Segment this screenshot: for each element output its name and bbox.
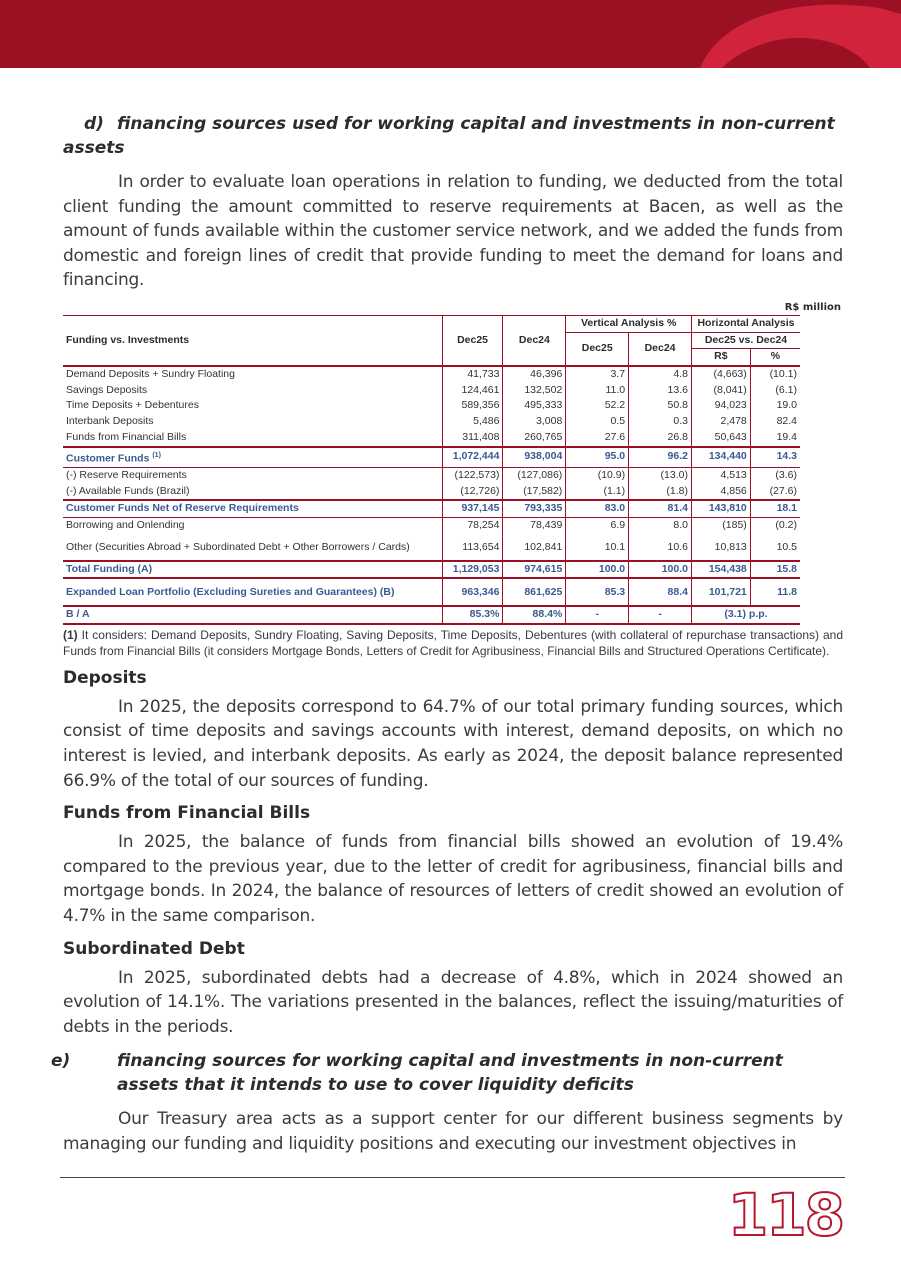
table-head-va-dec25: Dec25 bbox=[566, 332, 629, 366]
section-e-paragraph: Our Treasury area acts as a support center for our different business segments by managing our funding and liquidity positions and executing our investment objectives in bbox=[63, 1109, 843, 1154]
financial-bills-heading: Funds from Financial Bills bbox=[63, 803, 311, 824]
section-d-label: d) bbox=[84, 114, 104, 134]
total-funding-row: Total Funding (A) 1,129,053 974,615 100.0 100.0 154,438 15.8 bbox=[63, 561, 800, 579]
table-footnote: (1) It considers: Demand Deposits, Sundry Floating, Saving Deposits, Time Deposits, Debentures (with collateral of repurchase transactions) and Funds from Financial Bills (it considers Mortgage Bonds, Letters of Credit for Agribusiness, Financial Bills and Structured Operations Certificate). bbox=[63, 628, 843, 659]
section-d-heading bbox=[63, 112, 843, 160]
net-funds-row: Customer Funds Net of Reserve Requirements 937,145 793,335 83.0 81.4 143,810 18.1 bbox=[63, 500, 800, 517]
table-row: Funds from Financial Bills 311,408 260,765 27.6 26.8 50,643 19.4 bbox=[63, 430, 800, 447]
page-content bbox=[51, 112, 843, 1167]
section-e-label: e) bbox=[51, 1051, 71, 1072]
funding-table bbox=[63, 315, 800, 625]
section-d-paragraph: In order to evaluate loan operations in relation to funding, we deducted from the total client funding the amount committed to reserve requirements at Bacen, as well as the amount of funds available within the customer service network, and we added the funds from domestic and foreign lines of credit that provide funding to meet the demand for loans and financing. bbox=[63, 172, 843, 291]
table-head-ha-sub: Dec25 vs. Dec24 bbox=[691, 332, 800, 349]
table-row: Other (Securities Abroad + Subordinated Debt + Other Borrowers / Cards) 113,654 102,841 10.1 10.6 10,813 10.5 bbox=[63, 534, 800, 561]
footer-rule bbox=[60, 1177, 845, 1178]
table-row: Demand Deposits + Sundry Floating 41,733 46,396 3.7 4.8 (4,663) (10.1) bbox=[63, 366, 800, 383]
table-row: Borrowing and Onlending 78,254 78,439 6.9 8.0 (185) (0.2) bbox=[63, 517, 800, 533]
table-head-dec24: Dec24 bbox=[503, 315, 566, 366]
table-row: (-) Reserve Requirements (122,573) (127,086) (10.9) (13.0) 4,513 (3.6) bbox=[63, 467, 800, 483]
table-row: Savings Deposits 124,461 132,502 11.0 13.6 (8,041) (6.1) bbox=[63, 383, 800, 399]
header-band bbox=[0, 0, 901, 68]
subordinated-debt-paragraph: In 2025, subordinated debts had a decrease of 4.8%, which in 2024 showed an evolution of 14.1%. The variations presented in the balances, reflect the issuing/maturities of debts in the periods. bbox=[63, 967, 843, 1037]
table-head-vertical: Vertical Analysis % bbox=[566, 315, 692, 332]
table-head-dec25: Dec25 bbox=[442, 315, 503, 366]
financial-bills-paragraph: In 2025, the balance of funds from financial bills showed an evolution of 19.4% compared to the previous year, due to the letter of credit for agribusiness, financial bills and mortgage bonds. In 2024, the balance of resources of letters of credit showed an evolution of 4.7% in the same comparison. bbox=[63, 832, 843, 926]
table-head-va-dec24: Dec24 bbox=[629, 332, 692, 366]
table-head-label: Funding vs. Investments bbox=[63, 315, 442, 366]
brand-swoosh-icon bbox=[0, 0, 901, 68]
deposits-heading: Deposits bbox=[63, 667, 147, 688]
table-head-ha-rs: R$ bbox=[691, 349, 750, 366]
table-row: Time Deposits + Debentures 589,356 495,333 52.2 50.8 94,023 19.0 bbox=[63, 398, 800, 414]
deposits-paragraph: In 2025, the deposits correspond to 64.7% of our total primary funding sources, which consist of time deposits and savings accounts with interest, demand deposits, on which no interest is levied, and interbank deposits. As early as 2024, the deposit balance represented 66.9% of the total of our sources of funding. bbox=[63, 696, 843, 791]
table-row: (-) Available Funds (Brazil) (12,726) (17,582) (1.1) (1.8) 4,856 (27.6) bbox=[63, 484, 800, 501]
page-number: 118 bbox=[727, 1181, 843, 1249]
section-d-title: financing sources used for working capital and investments in non-current assets bbox=[63, 114, 835, 158]
table-head-ha-pct: % bbox=[750, 349, 800, 366]
loan-portfolio-row: Expanded Loan Portfolio (Excluding Sureties and Guarantees) (B) 963,346 861,625 85.3 88.4 101,721 11.8 bbox=[63, 578, 800, 606]
table-row: Interbank Deposits 5,486 3,008 0.5 0.3 2,478 82.4 bbox=[63, 414, 800, 430]
table-unit: R$ million bbox=[784, 301, 841, 313]
section-e-title: financing sources for working capital and investments in non-current assets that it intends to use to cover liquidity deficits bbox=[117, 1051, 783, 1096]
table-head-horizontal: Horizontal Analysis bbox=[691, 315, 800, 332]
customer-funds-row: Customer Funds $^{(1)}$ 1,072,444 938,004 95.0 96.2 134,440 14.3 bbox=[63, 447, 800, 468]
ba-ratio-row: B / A 85.3% 88.4% - - (3.1) p.p. bbox=[63, 606, 800, 624]
section-e-heading bbox=[51, 1049, 843, 1097]
subordinated-debt-heading: Subordinated Debt bbox=[63, 938, 245, 959]
